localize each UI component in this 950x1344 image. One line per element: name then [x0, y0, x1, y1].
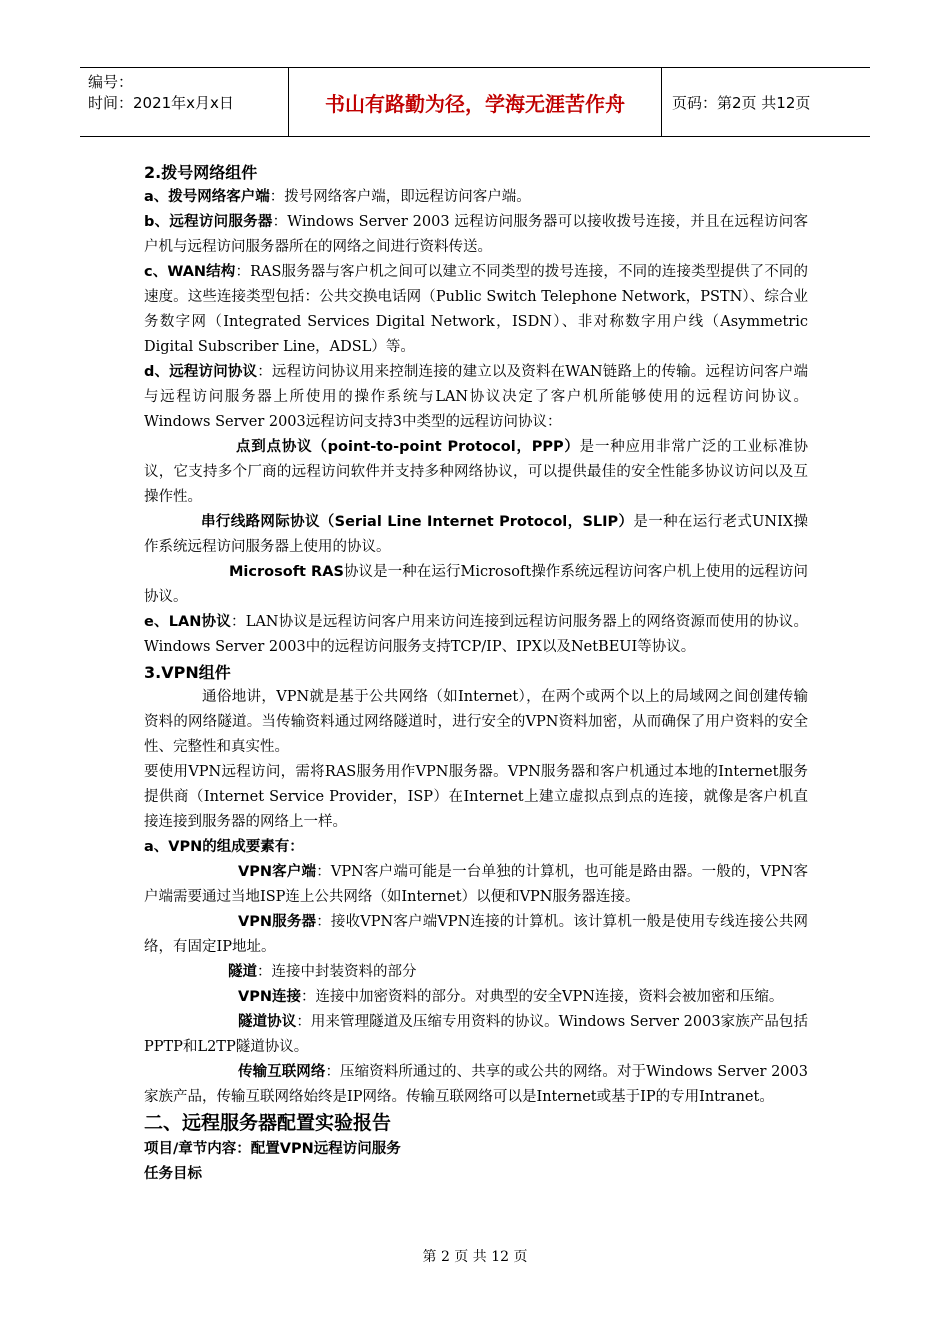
- paragraph: 隧道：连接中封装资料的部分: [228, 964, 417, 980]
- section-title: 2.拨号网络组件: [144, 163, 258, 182]
- paragraph: c、WAN结构：RAS服务器与客户机之间可以建立不同类型的拨号连接，不同的连接类型提供了不同的速度。这些连接类型包括：公共交换电话网（Public Switch Telephone Network，PSTN）、综合业务数字网（Integrated Services Digital Network，ISDN）、非对称数字用户线（Asymmetric Digital Subscriber Line，ADSL）等。: [144, 264, 809, 355]
- paragraph: VPN客户端：VPN客户端可能是一台单独的计算机，也可能是路由器。一般的，VPN客户端需要通过当地ISP连上公共网络（如Internet）以便和VPN服务器连接。: [144, 864, 809, 905]
- project-line: 项目/章节内容：配置VPN远程访问服务: [144, 1141, 401, 1157]
- paragraph: VPN服务器：接收VPN客户端VPN连接的计算机。该计算机一般是使用专线连接公共网络，有固定IP地址。: [144, 914, 809, 955]
- paragraph: a、拨号网络客户端：拨号网络客户端，即远程访问客户端。: [144, 189, 531, 205]
- header-page: 页码：第2页 共12页: [672, 93, 811, 112]
- task-title: 任务目标: [144, 1166, 202, 1182]
- page-footer: 第 2 页 共 12 页: [422, 1249, 528, 1265]
- paragraph: Microsoft RAS协议是一种在运行Microsoft操作系统远程访问客户机上使用的远程访问协议。: [144, 564, 808, 605]
- document-body: [144, 160, 808, 1187]
- paragraph: 串行线路网际协议（Serial Line Internet Protocol，SLIP）是一种在运行老式UNIX操作系统远程访问服务器上使用的协议。: [144, 514, 808, 555]
- subsection-title: a、VPN的组成要素有：: [144, 839, 304, 855]
- paragraph: b、远程访问服务器：Windows Server 2003 远程访问服务器可以接收拨号连接，并且在远程访问客户机与远程访问服务器所在的网络之间进行资料传送。: [144, 214, 808, 255]
- header-meta: [80, 68, 289, 136]
- chapter-title: 二、远程服务器配置实验报告: [144, 1112, 392, 1134]
- header-motto: 书山有路勤为径，学海无涯苦作舟: [289, 68, 662, 136]
- paragraph: d、远程访问协议：远程访问协议用来控制连接的建立以及资料在WAN链路上的传输。远程访问客户端与远程访问服务器上所使用的操作系统与LAN协议决定了客户机所能够使用的远程访问协议。Windows Server 2003远程访问支持3中类型的远程访问协议：: [144, 364, 808, 430]
- section-title: 3.VPN组件: [144, 663, 231, 682]
- paragraph: VPN连接：连接中加密资料的部分。对典型的安全VPN连接，资料会被加密和压缩。: [238, 989, 784, 1005]
- paragraph: 隧道协议：用来管理隧道及压缩专用资料的协议。Windows Server 2003家族产品包括PPTP和L2TP隧道协议。: [144, 1014, 809, 1055]
- header-time: 时间：2021年x月x日: [88, 94, 234, 112]
- paragraph: e、LAN协议：LAN协议是远程访问客户用来访问连接到远程访问服务器上的网络资源而使用的协议。Windows Server 2003中的远程访问服务支持TCP/IP、IPX以及NetBEUI等协议。: [144, 614, 808, 655]
- header-code: 编号：: [88, 73, 134, 91]
- page-header: [80, 67, 870, 137]
- paragraph: 传输互联网络：压缩资料所通过的、共享的或公共的网络。对于Windows Server 2003家族产品，传输互联网络始终是IP网络。传输互联网络可以是Internet或基于IP的专用Intranet。: [144, 1064, 808, 1105]
- paragraph: 要使用VPN远程访问，需将RAS服务用作VPN服务器。VPN服务器和客户机通过本地的Internet服务提供商（Internet Service Provider，ISP）在Internet上建立虚拟点到点的连接，就像是客户机直接连接到服务器的网络上一样。: [144, 764, 808, 830]
- paragraph: 点到点协议（point-to-point Protocol，PPP）是一种应用非常广泛的工业标准协议，它支持多个厂商的远程访问软件并支持多种网络协议，可以提供最佳的安全性能多协议访问以及互操作性。: [144, 439, 809, 505]
- paragraph: 通俗地讲，VPN就是基于公共网络（如Internet），在两个或两个以上的局域网之间创建传输资料的网络隧道。当传输资料通过网络隧道时，进行安全的VPN资料加密，从而确保了用户资料的安全性、完整性和真实性。: [144, 689, 808, 755]
